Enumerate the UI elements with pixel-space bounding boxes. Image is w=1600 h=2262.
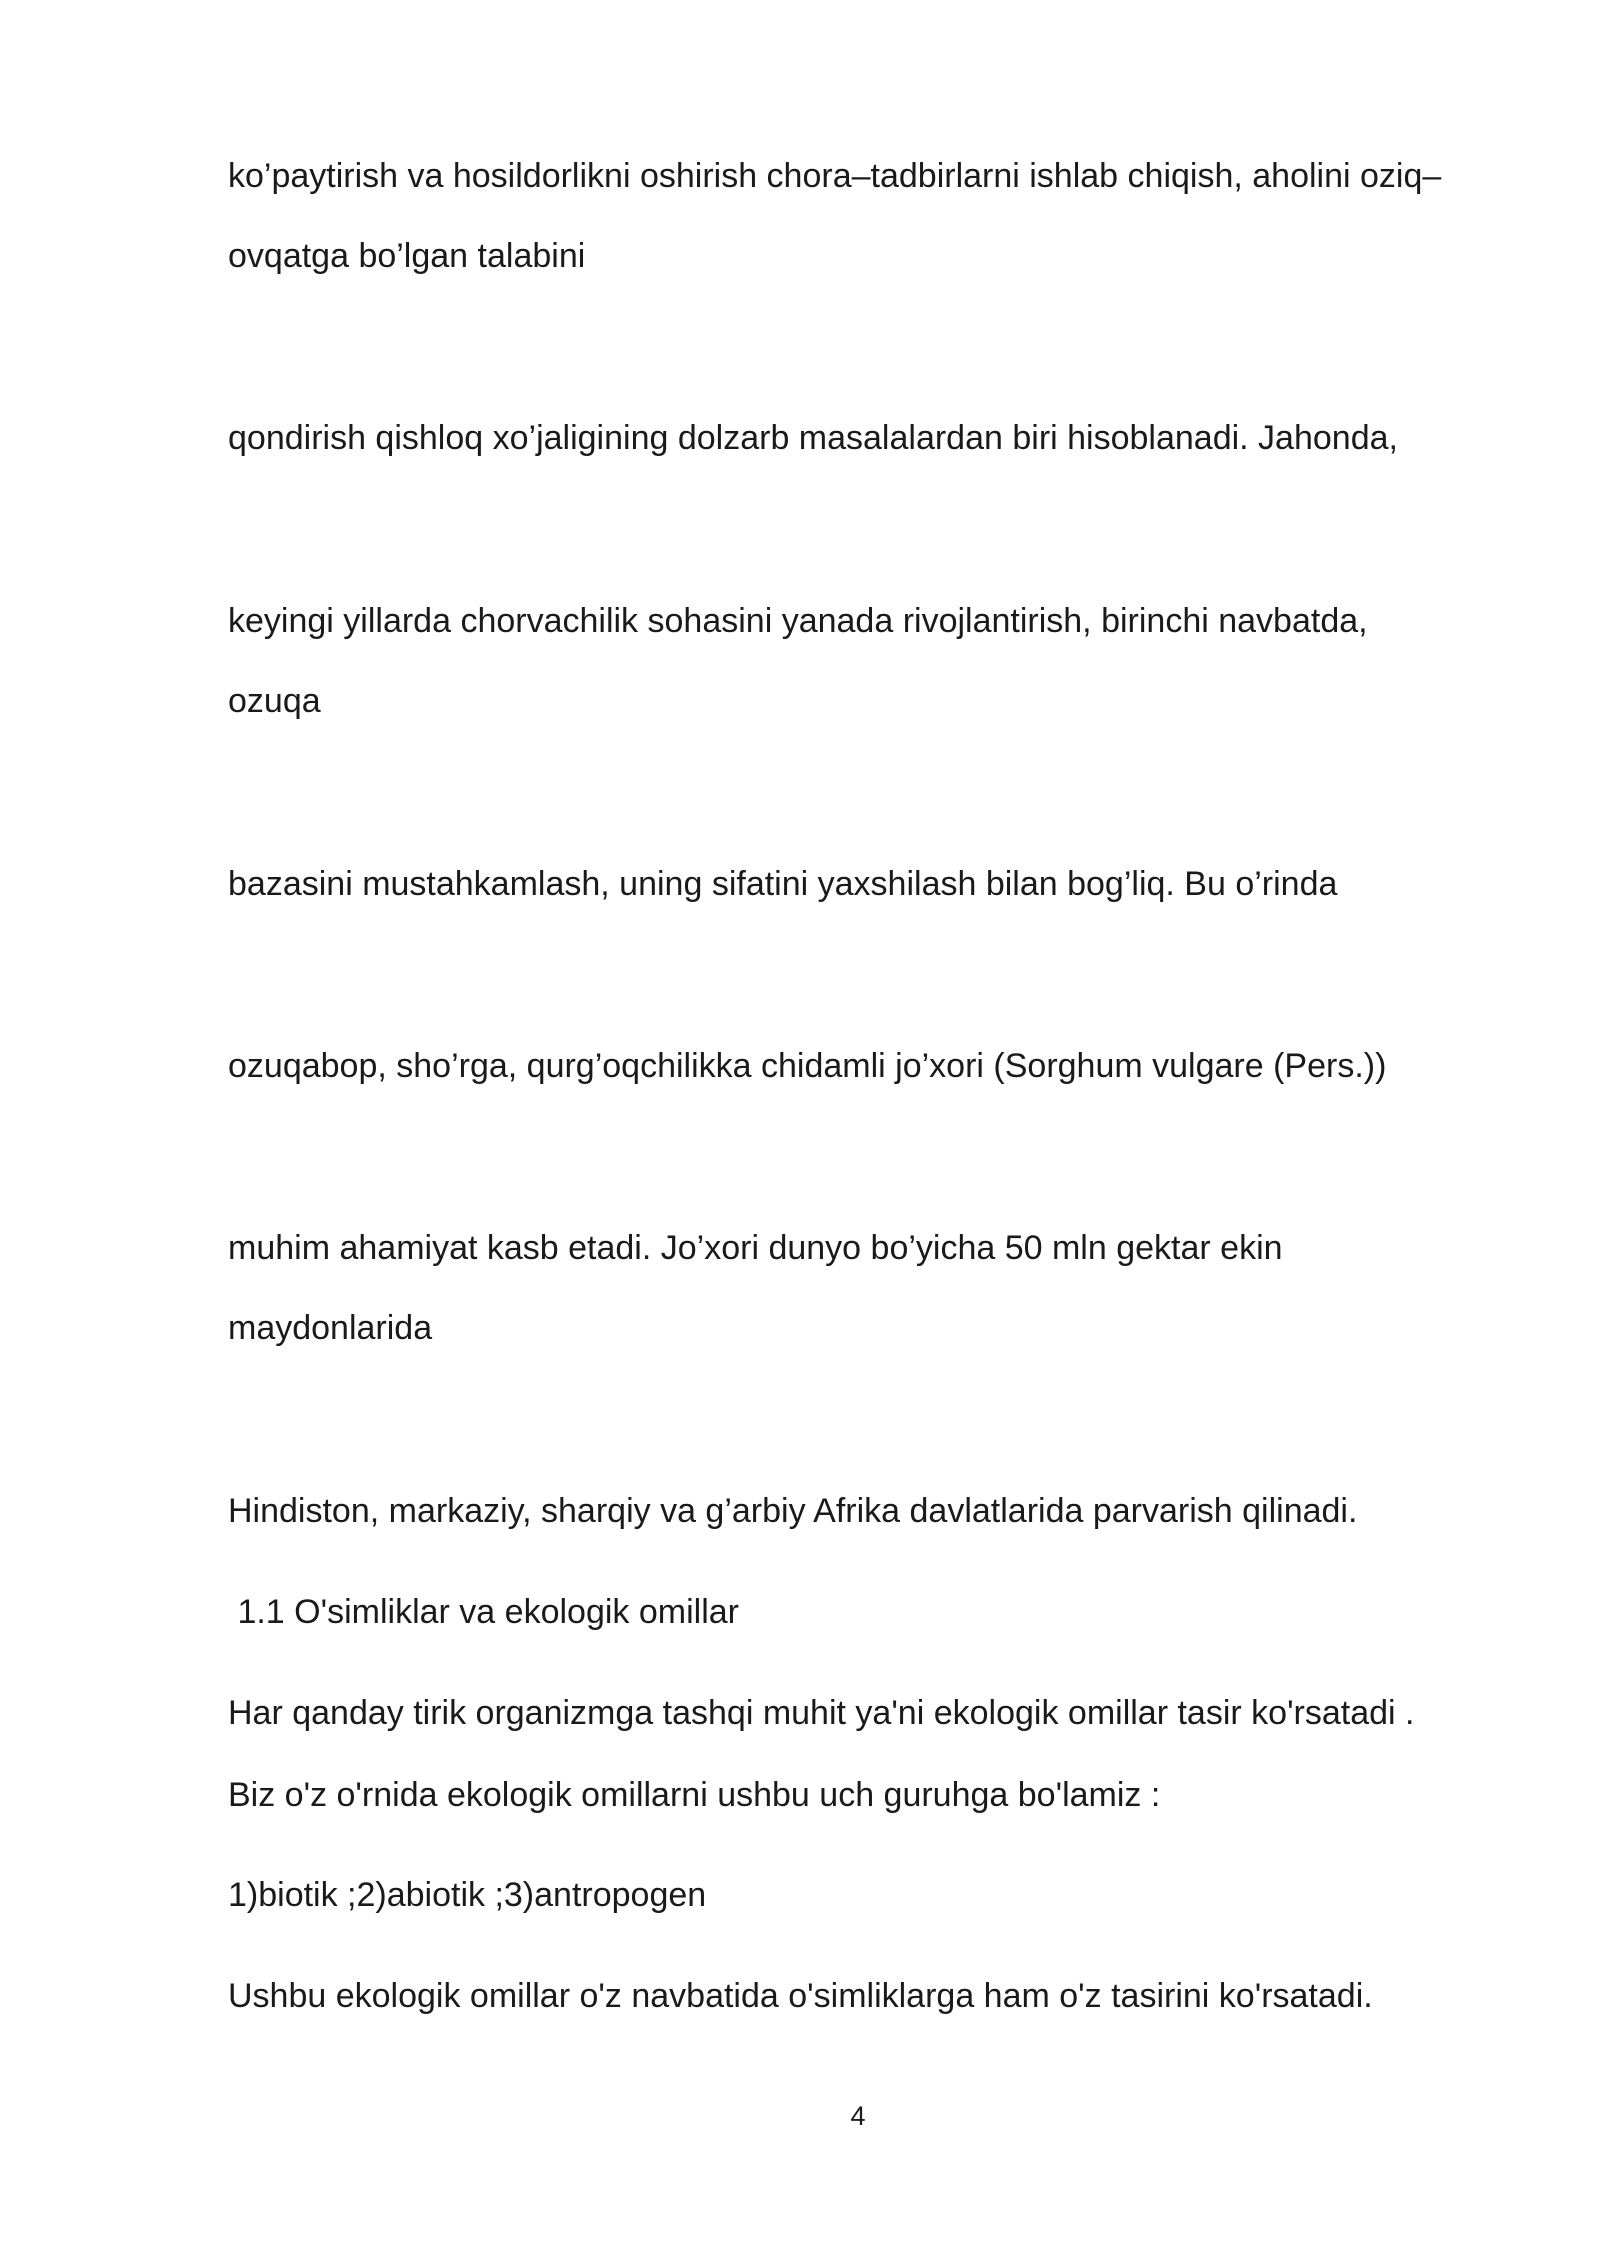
page-number: 4: [850, 2101, 866, 2131]
text-line: 1)biotik ;2)abiotik ;3)antropogen: [228, 1876, 707, 1914]
text-line: Har qanday tirik organizmga tashqi muhit ya'ni ekologik omillar tasir ko'rsatadi .: [228, 1694, 1415, 1732]
text-line: ovqatga bo’lgan talabini: [228, 237, 586, 275]
text-line: ko’paytirish va hosildorlikni oshirish chora–tadbirlarni ishlab chiqish, aholini oziq–: [228, 157, 1442, 195]
text-line: ozuqa: [228, 682, 321, 720]
section-heading: 1.1 O'simliklar va ekologik omillar: [228, 1593, 739, 1631]
text-line: muhim ahamiyat kasb etadi. Jo’xori dunyo bo’yicha 50 mln gektar ekin: [228, 1229, 1283, 1267]
text-line: maydonlarida: [228, 1309, 433, 1347]
text-line: bazasini mustahkamlash, uning sifatini yaxshilash bilan bog’liq. Bu o’rinda: [228, 865, 1338, 903]
text-line: Ushbu ekologik omillar o'z navbatida o'simliklarga ham o'z tasirini ko'rsatadi.: [228, 1977, 1373, 2015]
text-line: qondirish qishloq xo’jaligining dolzarb masalalardan biri hisoblanadi. Jahonda,: [228, 419, 1398, 457]
text-line: Biz o'z o'rnida ekologik omillarni ushbu uch guruhga bo'lamiz :: [228, 1776, 1161, 1814]
text-line: keyingi yillarda chorvachilik sohasini yanada rivojlantirish, birinchi navbatda,: [228, 602, 1368, 640]
text-line: Hindiston, markaziy, sharqiy va g’arbiy Afrika davlatlarida parvarish qilinadi.: [228, 1492, 1358, 1530]
text-line: ozuqabop, sho’rga, qurg’oqchilikka chidamli jo’xori (Sorghum vulgare (Pers.)): [228, 1047, 1387, 1085]
